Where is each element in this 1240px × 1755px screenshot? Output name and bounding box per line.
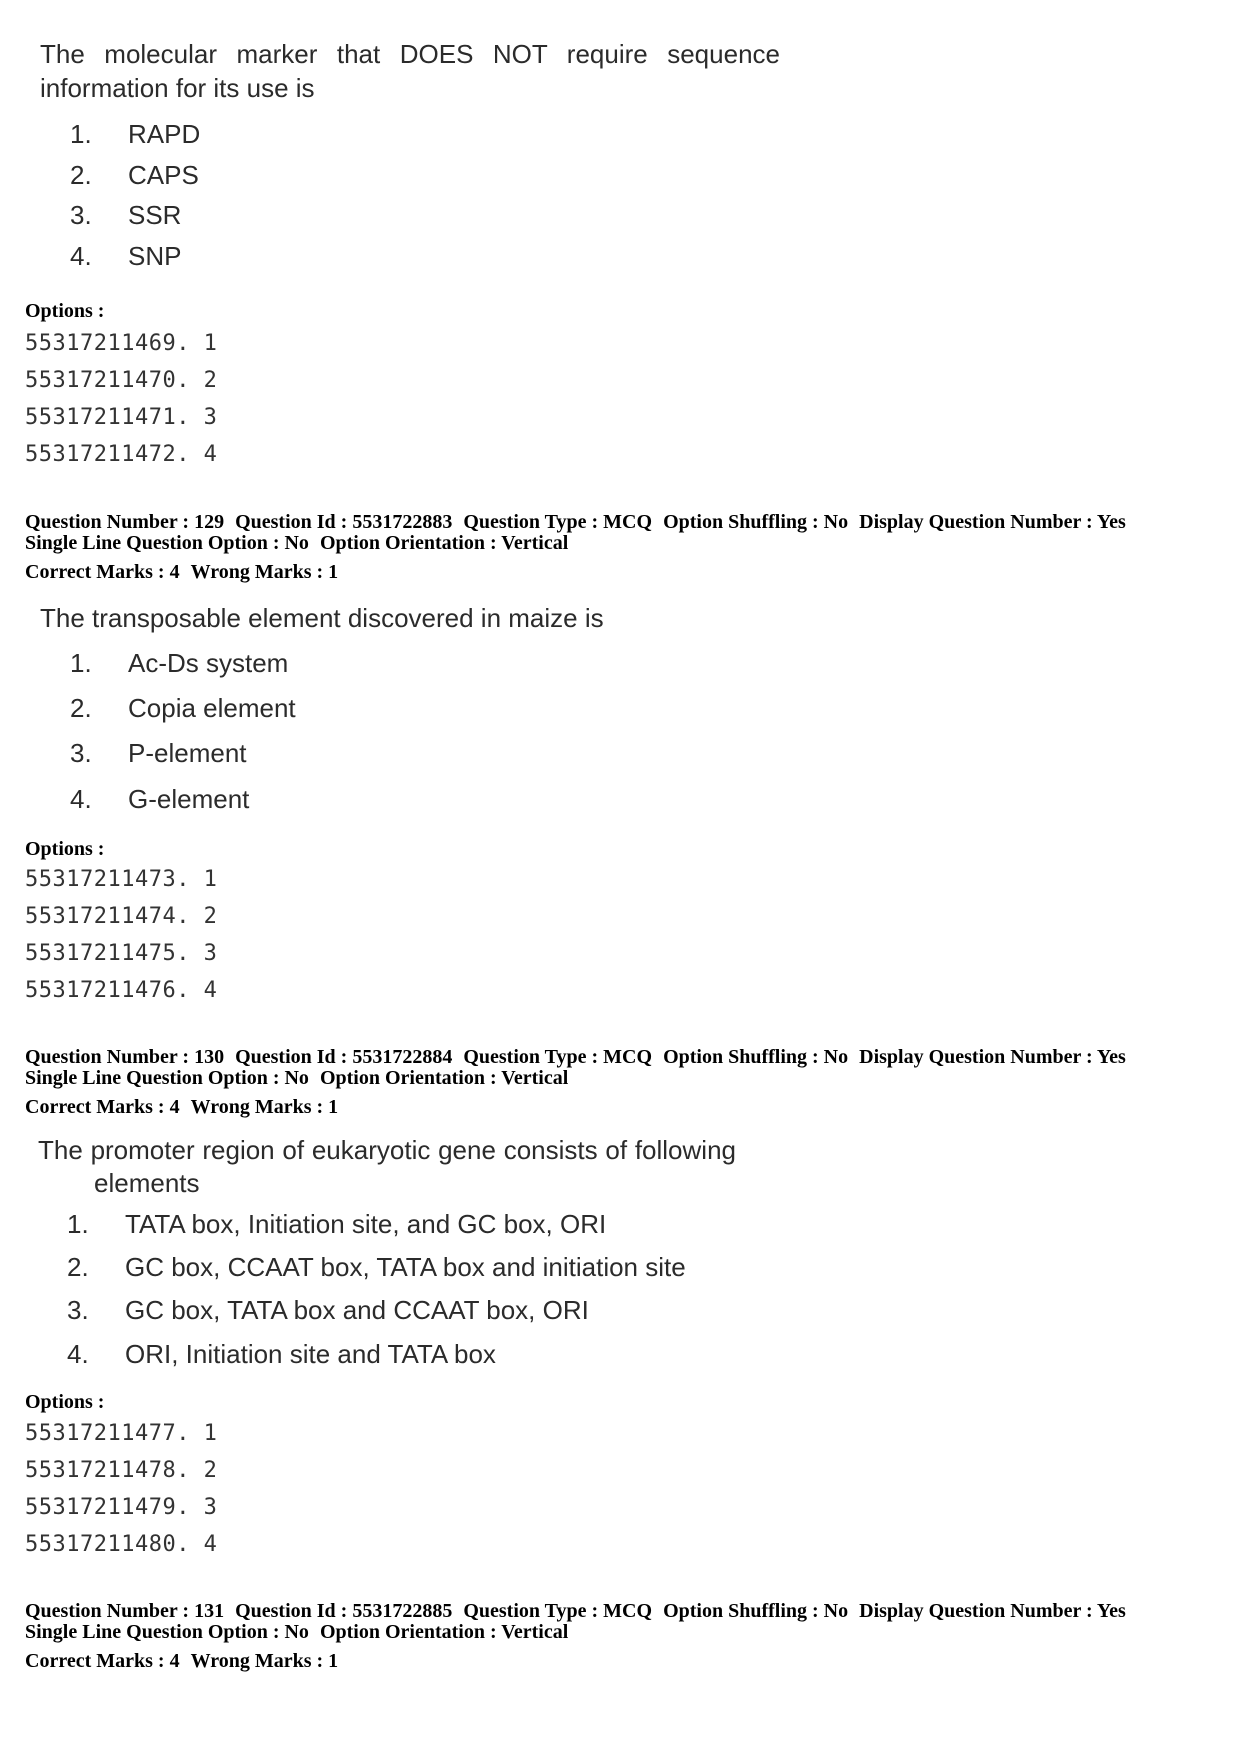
option-id: 55317211473. 1 [25,867,218,892]
question-type: Question Type : MCQ [463,1600,653,1622]
choice-text: Ac-Ds system [128,648,289,678]
option-id: 55317211477. 1 [25,1421,218,1446]
stem-line: information for its use is [40,73,315,103]
question-number: Question Number : 131 [25,1600,225,1622]
question-130-meta [25,1047,1137,1068]
question-131-meta-line2 [25,1622,579,1643]
question-131-marks [25,1650,349,1673]
question-id: Question Id : 5531722883 [235,511,453,533]
choice-item [70,160,199,191]
option-id: 55317211480. 4 [25,1532,218,1557]
option-id: 55317211472. 4 [25,442,218,467]
choice-text: TATA box, Initiation site, and GC box, ORI [125,1209,607,1239]
question-130-stem-cont [94,1166,200,1200]
option-id: 55317211476. 4 [25,978,218,1003]
question-129-marks [25,561,349,584]
choice-item [70,119,200,150]
choice-text: G-element [128,784,250,814]
choice-text: Copia element [128,693,296,723]
choice-text: SSR [128,200,182,230]
wrong-marks: Wrong Marks : 1 [190,1096,339,1118]
choice-text: CAPS [128,160,199,190]
choice-number: 4. [70,784,92,814]
choice-number: 2. [70,693,92,723]
option-id: 55317211474. 2 [25,904,218,929]
choice-item [70,200,181,231]
choice-item [70,693,296,724]
choice-number: 3. [70,200,92,230]
option-orientation: Option Orientation : Vertical [319,1067,569,1089]
correct-marks: Correct Marks : 4 [25,1096,180,1118]
choice-number: 3. [70,738,92,768]
choice-text: GC box, CCAAT box, TATA box and initiation site [125,1252,686,1282]
choice-item [67,1209,606,1240]
question-type: Question Type : MCQ [463,511,653,533]
wrong-marks: Wrong Marks : 1 [190,561,339,583]
options-label: Options : [25,1391,105,1413]
choice-item [70,738,247,769]
display-question-number: Display Question Number : Yes [859,1046,1126,1068]
question-128-stem-cont [40,71,315,105]
option-id: 55317211470. 2 [25,368,218,393]
option-shuffling: Option Shuffling : No [663,1600,849,1622]
question-129-stem [40,601,604,635]
display-question-number: Display Question Number : Yes [859,1600,1126,1622]
choice-number: 3. [67,1295,89,1325]
question-number: Question Number : 129 [25,511,225,533]
correct-marks: Correct Marks : 4 [25,1650,180,1672]
question-130-meta-line2 [25,1068,579,1089]
options-label: Options : [25,300,105,322]
single-line-option: Single Line Question Option : No [25,1621,309,1643]
choice-item [67,1339,496,1370]
choice-item [67,1295,589,1326]
question-id: Question Id : 5531722885 [235,1600,453,1622]
option-id: 55317211469. 1 [25,331,218,356]
choice-text: GC box, TATA box and CCAAT box, ORI [125,1295,589,1325]
correct-marks: Correct Marks : 4 [25,561,180,583]
wrong-marks: Wrong Marks : 1 [190,1650,339,1672]
choice-number: 1. [67,1209,89,1239]
option-orientation: Option Orientation : Vertical [319,532,569,554]
option-id: 55317211478. 2 [25,1458,218,1483]
stem-line: The molecular marker that DOES NOT require sequence [40,39,780,69]
stem-line: The promoter region of eukaryotic gene consists of following [38,1135,736,1165]
question-128-stem [40,37,780,71]
option-shuffling: Option Shuffling : No [663,511,849,533]
option-orientation: Option Orientation : Vertical [319,1621,569,1643]
choice-number: 1. [70,648,92,678]
single-line-option: Single Line Question Option : No [25,1067,309,1089]
choice-item [70,784,249,815]
single-line-option: Single Line Question Option : No [25,532,309,554]
option-shuffling: Option Shuffling : No [663,1046,849,1068]
display-question-number: Display Question Number : Yes [859,511,1126,533]
choice-text: RAPD [128,119,201,149]
choice-number: 2. [70,160,92,190]
option-id: 55317211479. 3 [25,1495,218,1520]
question-id: Question Id : 5531722884 [235,1046,453,1068]
question-129-meta-line2 [25,533,579,554]
choice-item [70,648,288,679]
question-130-marks [25,1096,349,1119]
question-131-meta [25,1601,1137,1622]
question-type: Question Type : MCQ [463,1046,653,1068]
choice-item [70,241,181,272]
choice-item [67,1252,686,1283]
choice-number: 2. [67,1252,89,1282]
choice-text: P-element [128,738,247,768]
option-id: 55317211471. 3 [25,405,218,430]
stem-line: elements [94,1168,200,1198]
options-label: Options : [25,838,105,860]
option-id: 55317211475. 3 [25,941,218,966]
choice-text: ORI, Initiation site and TATA box [125,1339,496,1369]
question-number: Question Number : 130 [25,1046,225,1068]
choice-text: SNP [128,241,182,271]
choice-number: 4. [70,241,92,271]
stem-line: The transposable element discovered in maize is [40,603,604,633]
choice-number: 4. [67,1339,89,1369]
question-129-meta [25,512,1137,533]
choice-number: 1. [70,119,92,149]
question-130-stem [38,1133,736,1167]
